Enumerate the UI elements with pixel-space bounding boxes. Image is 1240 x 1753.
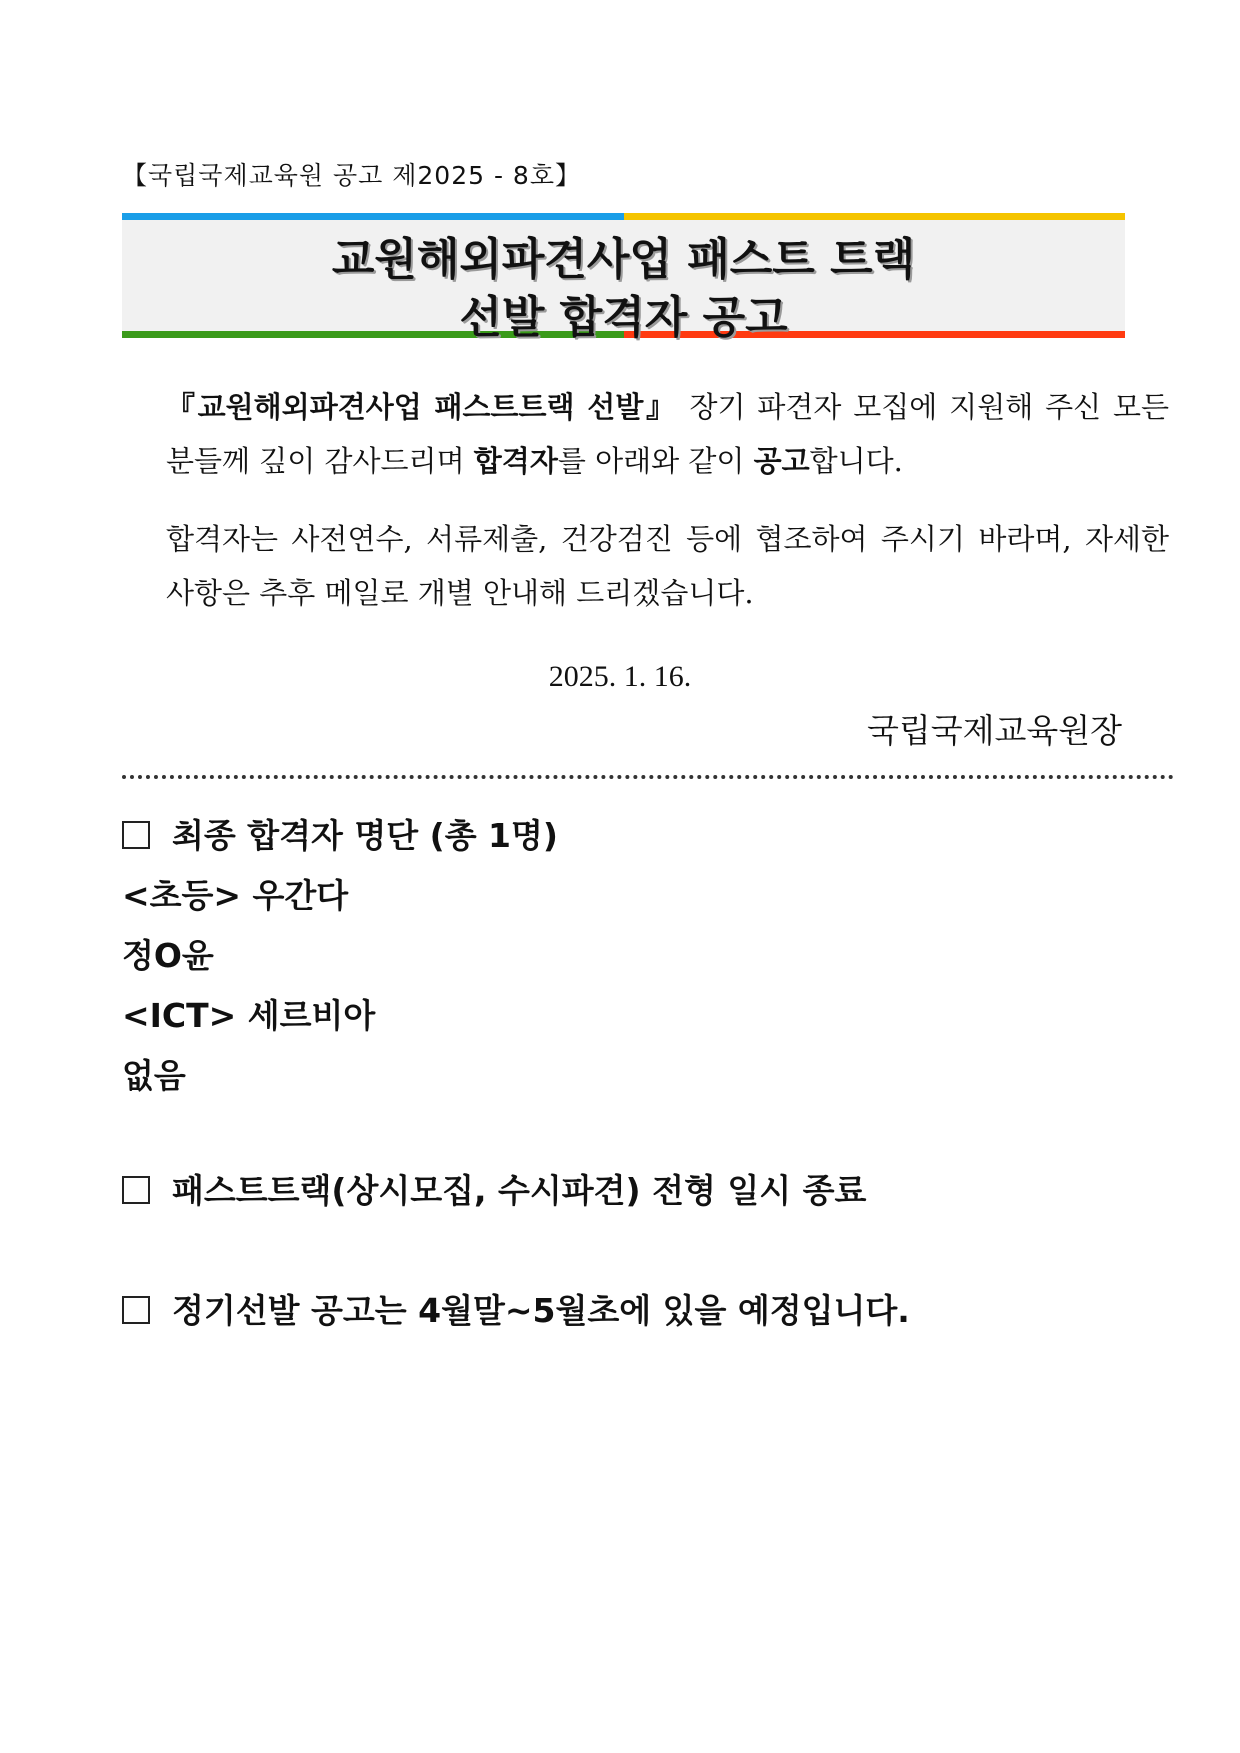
title-box	[122, 213, 1125, 343]
notice-date: 2025. 1. 16.	[548, 660, 692, 693]
note-1	[122, 1165, 866, 1212]
notice-number: 【국립국제교육원 공고 제2025 - 8호】	[122, 161, 581, 190]
checkbox-square-icon	[122, 1176, 150, 1204]
note-2	[122, 1285, 910, 1332]
guidance-paragraph: 합격자는 사전연수, 서류제출, 건강검진 등에 협조하여 주시기 바라며, 자세한 사항은 추후 메일로 개별 안내해 드리겠습니다.	[166, 522, 1169, 610]
intro-paragraph	[122, 380, 1169, 488]
title-bar-top-left	[122, 213, 624, 220]
category-1-names: 정O윤	[122, 936, 214, 975]
intro-text-b: 를 아래와 같이	[557, 444, 754, 478]
program-name: 『교원해외파견사업 패스트트랙 선발』	[166, 390, 678, 424]
checkbox-square-icon	[122, 821, 150, 849]
checkbox-square-icon	[122, 1296, 150, 1324]
title-line-1: 교원해외파견사업 패스트 트랙	[331, 234, 916, 285]
signer: 국립국제교육원장	[866, 711, 1122, 750]
title-line-2: 선발 합격자 공고	[459, 292, 788, 343]
intro-text-a: 장기 파견자 모집에 지원해 주신 모든 분들께 깊이 감사드리며	[166, 390, 1169, 478]
dotted-divider	[122, 775, 1174, 779]
results-heading-text: 최종 합격자 명단 (총 1명)	[172, 816, 558, 855]
category-1: <초등> 우간다	[122, 876, 349, 915]
intro-text-c: 합니다.	[809, 444, 903, 478]
note-2-text: 정기선발 공고는 4월말~5월초에 있을 예정입니다.	[172, 1291, 910, 1330]
intro-bold-a: 합격자	[473, 444, 558, 478]
intro-bold-b: 공고	[753, 444, 810, 478]
results-heading	[122, 810, 558, 857]
category-2: <ICT> 세르비아	[122, 996, 376, 1035]
category-2-names: 없음	[122, 1056, 186, 1095]
title-bar-top-right	[624, 213, 1126, 220]
note-1-text: 패스트트랙(상시모집, 수시파견) 전형 일시 종료	[172, 1171, 867, 1210]
